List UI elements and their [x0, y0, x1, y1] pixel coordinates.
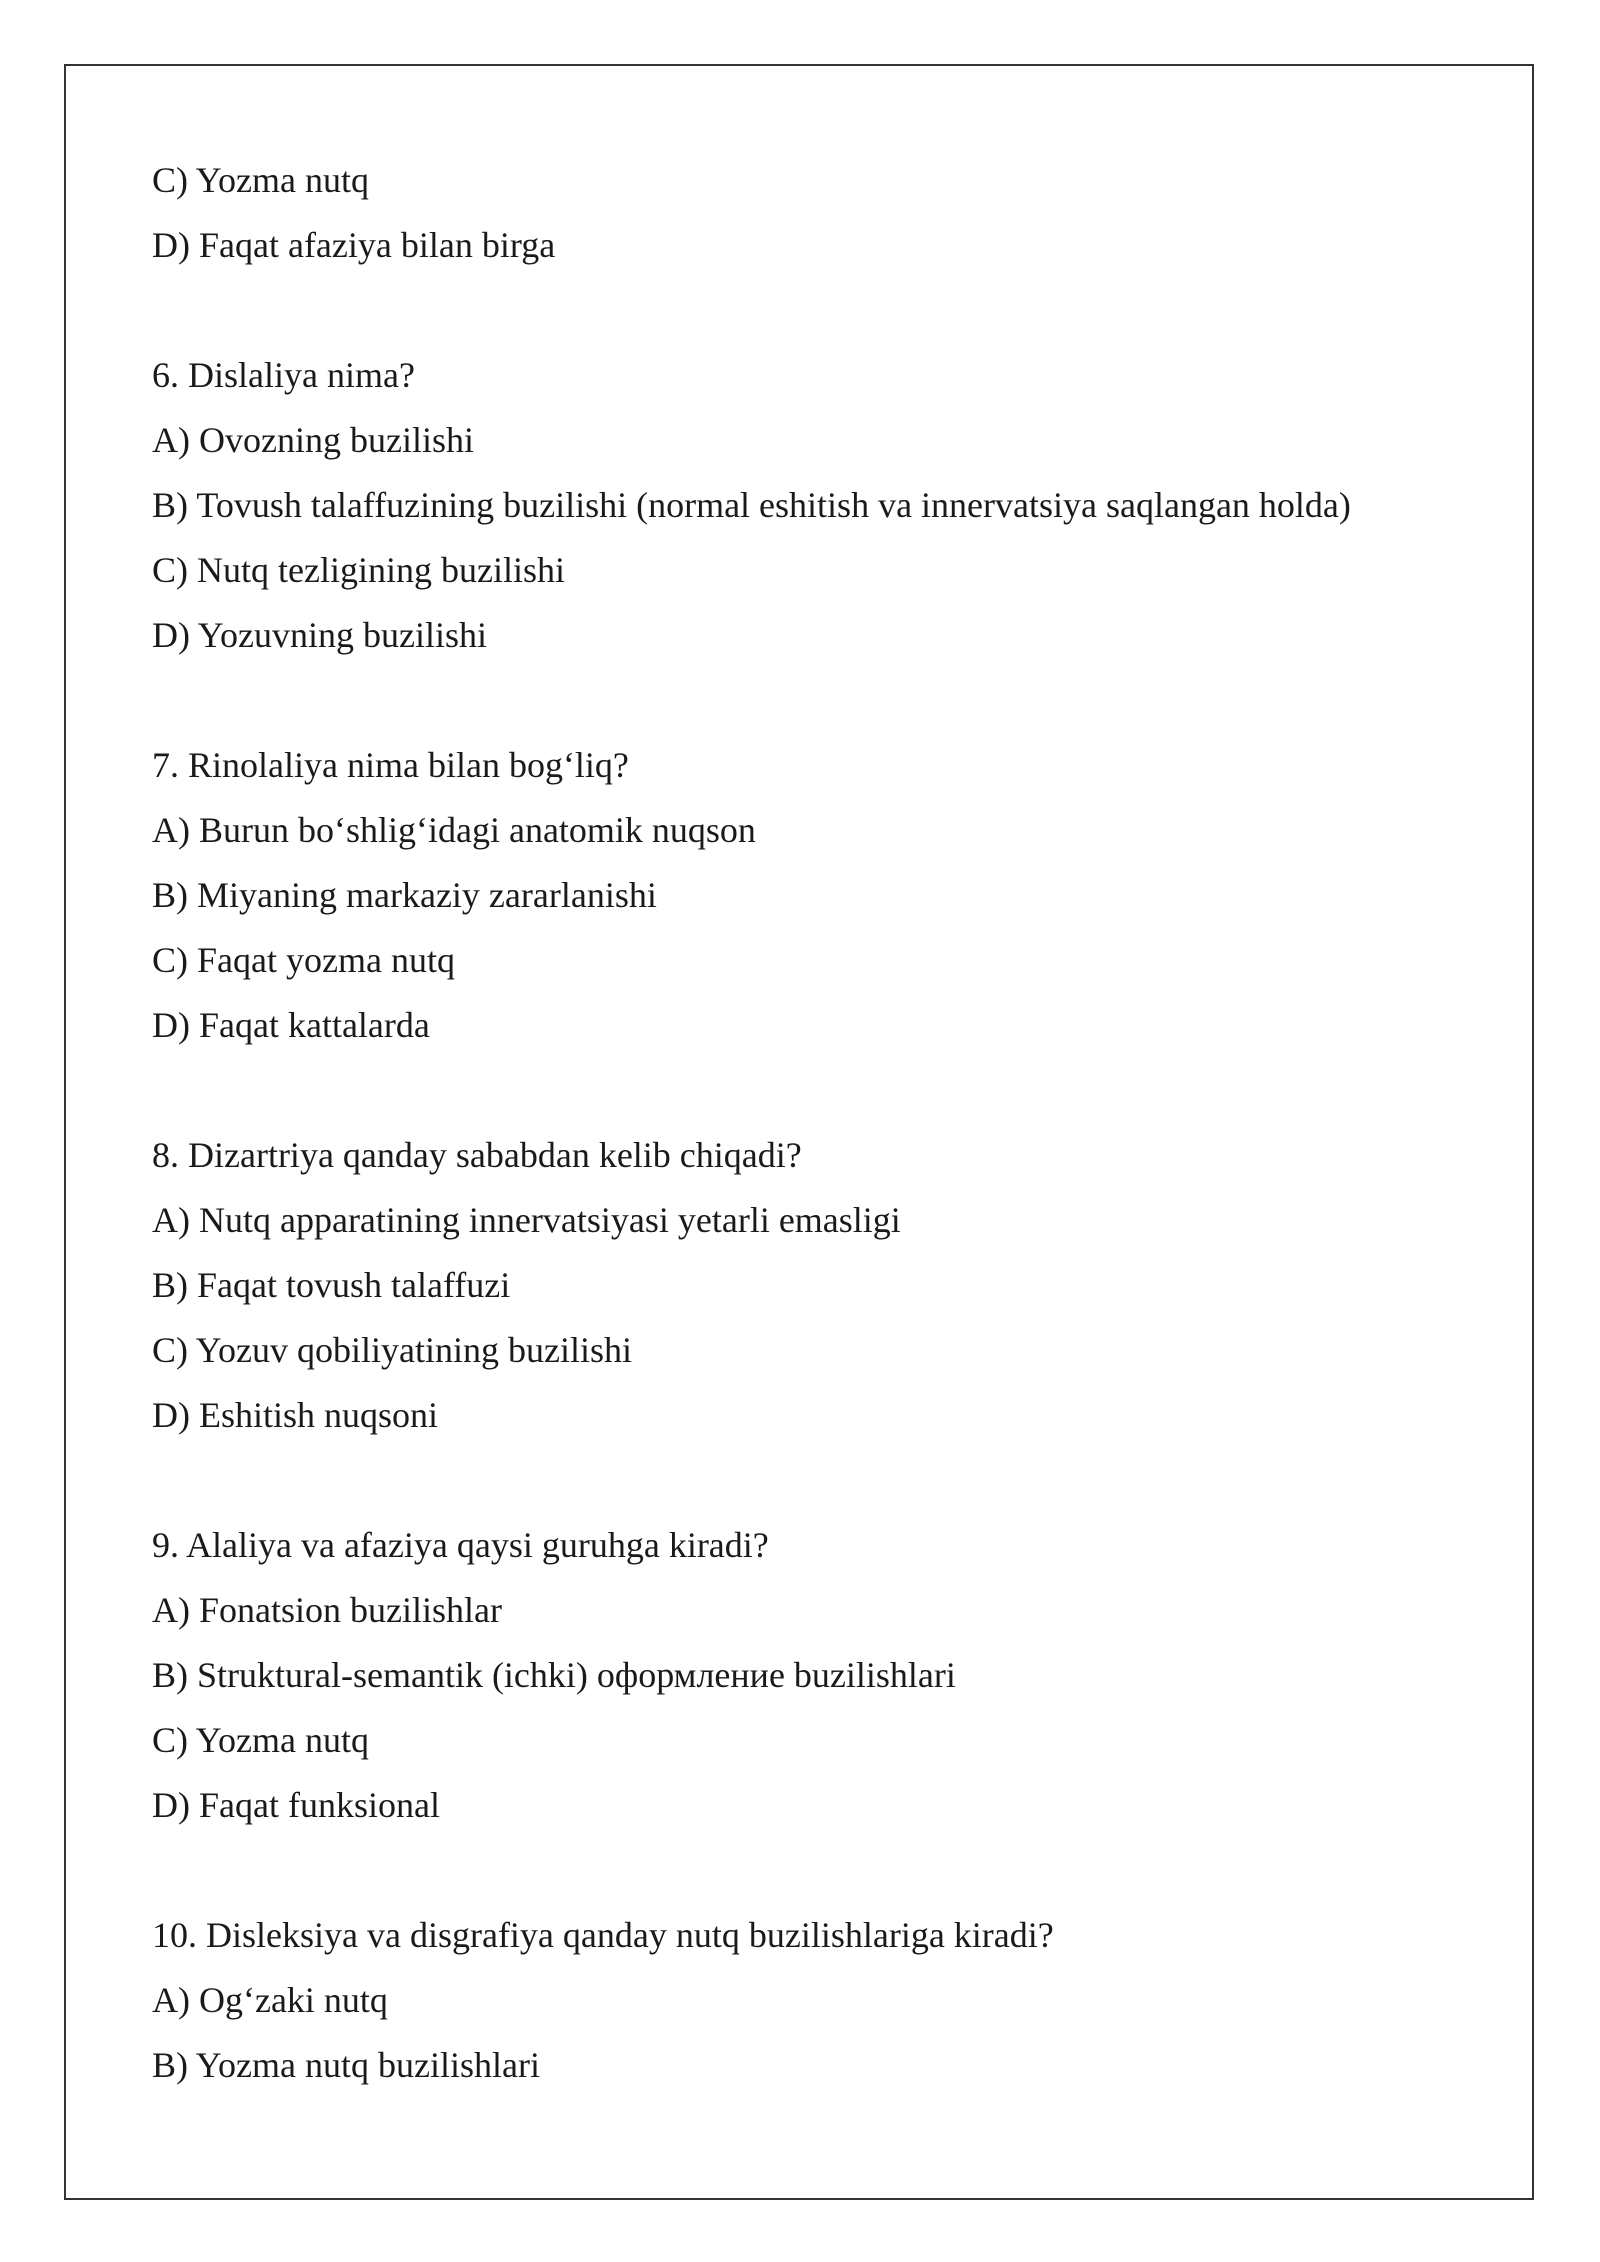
option-a: A) Fonatsion buzilishlar: [152, 1590, 502, 1630]
option-b: B) Faqat tovush talaffuzi: [152, 1265, 511, 1305]
option-d: D) Faqat kattalarda: [152, 1005, 430, 1045]
document-body: [152, 148, 1482, 2098]
question-9: 9. Alaliya va afaziya qaysi guruhga kiradi?: [152, 1525, 769, 1565]
option-c: C) Yozma nutq: [152, 160, 370, 200]
option-c: C) Faqat yozma nutq: [152, 940, 455, 980]
option-b: B) Tovush talaffuzining buzilishi (normal eshitish va innervatsiya saqlangan holda): [152, 485, 1351, 525]
spacer: [152, 278, 1482, 343]
question-7: 7. Rinolaliya nima bilan bog‘liq?: [152, 745, 629, 785]
option-d: D) Eshitish nuqsoni: [152, 1395, 439, 1435]
option-a: A) Nutq apparatining innervatsiyasi yetarli emasligi: [152, 1200, 901, 1240]
spacer: [152, 668, 1482, 733]
question-10: 10. Disleksiya va disgrafiya qanday nutq buzilishlariga kiradi?: [152, 1915, 1054, 1955]
question-8: 8. Dizartriya qanday sababdan kelib chiqadi?: [152, 1135, 802, 1175]
option-d: D) Faqat funksional: [152, 1785, 440, 1825]
option-a: A) Burun bo‘shlig‘idagi anatomik nuqson: [152, 810, 756, 850]
option-d: D) Yozuvning buzilishi: [152, 615, 488, 655]
question-6: 6. Dislaliya nima?: [152, 355, 415, 395]
option-c: C) Yozuv qobiliyatining buzilishi: [152, 1330, 633, 1370]
option-b: B) Yozma nutq buzilishlari: [152, 2045, 540, 2085]
option-c: C) Yozma nutq: [152, 1720, 370, 1760]
option-a: A) Og‘zaki nutq: [152, 1980, 388, 2020]
spacer: [152, 1448, 1482, 1513]
option-b: B) Struktural-semantik (ichki) оформление buzilishlari: [152, 1655, 956, 1695]
option-d: D) Faqat afaziya bilan birga: [152, 225, 556, 265]
option-a: A) Ovozning buzilishi: [152, 420, 474, 460]
option-b: B) Miyaning markaziy zararlanishi: [152, 875, 657, 915]
spacer: [152, 1838, 1482, 1903]
spacer: [152, 1058, 1482, 1123]
option-c: C) Nutq tezligining buzilishi: [152, 550, 565, 590]
